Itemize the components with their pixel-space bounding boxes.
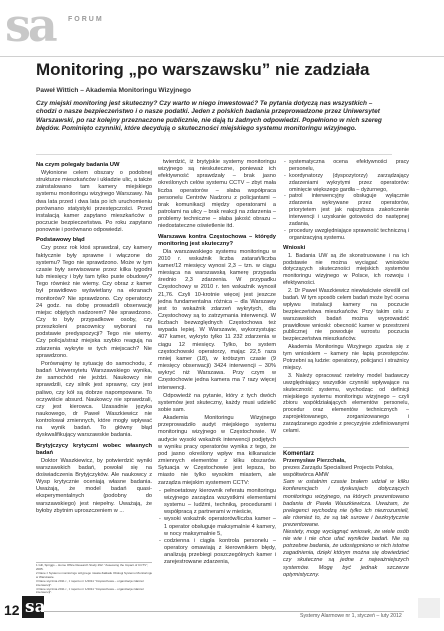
section-heading: Wnioski — [283, 244, 306, 251]
comment-text-2: Niestety, mogę wyciągnąć wniosek, że wiele osób nie wie i nie chce ufać wyników badań. Nie są potrzebne badania, że udostępniono w nich istotne zagadnienia, dzięki którym można się dowiedzieć czy skuteczne są jedne z najważniejszych systemów. Mogę być jednak szczerze optymistyczny. — [283, 529, 409, 578]
column-3 — [283, 159, 409, 436]
list-item: - codzienna i ciągła kontrola personelu – operatory omawiają z kierownikiem błędy, analizują przebiegi poszczególnych kamer i zarejestrowane zdarzenia, — [164, 538, 276, 567]
section-heading: Na czym polegały badania UW — [36, 162, 120, 168]
paragraph: Odpowiedź na pytanie, który z tych dwóch systemów jest skuteczny, każdy musi udzielić sobie sam. — [158, 392, 276, 413]
list-item: - systematyczna ocena efektywności pracy personelu, — [289, 159, 409, 173]
paragraph: 3. Należy opracować rzetelny model badawczy uwzględniający wszystkie czynniki wpływające na skuteczność systemu, wychodząc od definicji miejskiego systemu monitoringu wizyjnego – czyli zbioru współdziałających elementów personelu, procedur oraz elementów technicznych – zaprojektowanego, zorganizowanego i zarządzanego zgodnie z precyzyjnie zdefiniowanymi celami. — [283, 372, 409, 434]
footnote: 1 Gill, Spriggs – Home Office Research Study 292: "Assessing the Impact of CCTV", 2005. — [36, 563, 149, 571]
paragraph: 2. Dr Paweł Waszkiewicz niewłaściwie określił cel badań. W tym sposób celem badań może być ocena wpływu instalacji kamery na poczucie bezpieczeństwa mieszkańców. Przy takim celu z warszawskich badań można wyprowadzić prawidłowe wnioski: obecność kamer w przestrzeni publicznej nie powoduje wzrostu poczucia bezpieczeństwa mieszkańców. — [283, 288, 409, 343]
article-byline: Paweł Wittich – Akademia Monitoringu Wizyjnego — [36, 87, 191, 94]
article-title: Monitoring „po warszawsku” nie zadziała — [36, 60, 370, 79]
column-1 — [36, 159, 152, 516]
paragraph: Dla warszawskiego systemu monitoringu w 2010 r. wskaźnik liczba zatarań/liczba kamer/12 miesięcy wynosi 2,3 – tzn. w ciągu miesiąca na warszawską kamerę przypada średnio 2,3 zdarzenia. W przypadku Częstochowy w 2010 r. ten wskaźnik wynosił 21,76. Czyli 10-krotnie więcej jest jeszcze jedna fundamentalna różnica – dla Warszawy jest to wskaźnik zdarzeń wykrytych, dla Częstochowy są to zatrzymania interwencji. W liczbach bezwzględnych Częstochowa też wypada lepiej. W Warszawie, wykorzystując 407 kamer, wykryto tylko 11 232 zdarzenia w ciągu 12 miesięcy. Tylko, bo system częstochowski operatorzy, mając 22,5 raza mniej kamer (18), w krótszym czasie (9 miesięcy obserwacji) 3424 interwencji – 30% wykryć niż Warszawa. Przy czym w Częstochowie jedna kamera ma 7 razy więcej interwencji. — [158, 248, 276, 391]
header-divider — [0, 56, 444, 57]
list-item: - pełnoetatowy kierownik referatu monitoringu wizyjnego zarządza wszystkimi elementami systemu – ludźmi, techniką, procedurami i współpracą z partnerami w mieście, — [164, 488, 276, 517]
footnote: 3 Dane stycznia 2011 r., z raportu nr 1/2011 "Częstochowa – organizacja zdarzeń interwencji". — [36, 578, 145, 587]
footnote: 4 Dane stycznia 2011 r., z raportu nr 1/2011 "Częstochowa – organizacja zdarzeń interwencji". — [36, 586, 145, 595]
paragraph: Akademia Monitoringu Wizyjnego zgadza się z tym wnioskiem – kamery nie łapią przestępców. Potrzebni są ludzie: operatorzy, policjanci i strażnicy miejscy. — [283, 344, 409, 371]
paragraph: Wyłonione celem obszary o podobnej strukturze mieszkańców i układzie ulic, a także zainstalowano tam kamery miejskiego systemu monitoringu wizyjnego Warszawy. Na dwa lata przed i dwa lata po ich uruchomieniu porównano statystyki przestępczości. Przed instalacją kamer zapytano mieszkańców o poczucie bezpieczeństwa. Po roku zapytano ponownie i porównano odpowiedzi. — [36, 170, 152, 234]
comment-title: Komentarz — [283, 451, 315, 457]
list-item: - procedury uwzględniające sprawność techniczną i organizacyjną systemu. — [289, 228, 409, 242]
list-item: - wysoki wskaźnik operatorów/liczba kamer – 1 operator obsługuje maksymalnie 4 kamery, w nocy maksymalnie 5, — [164, 516, 276, 537]
publication-info: Systemy Alarmowe nr 1, styczeń – luty 2012 — [300, 613, 402, 619]
paragraph: 1. Badania UW są źle skonstruowane i na ich podstawie nie można wyciągać wniosków dotyczących skuteczności miejskich systemów monitoringu wizyjnego w Polsce, ich rozwoju i efektywności. — [283, 252, 409, 287]
article-lead: Czy miejski monitoring jest skuteczny? Czy warto w niego inwestować? Te pytania dotyczą nas wszystkich – chodzi o nasze bezpieczeństwo i o nasze podatki. Jeden z polskich badania przeprowadzone przez Uniwersytet Warszawski, po raz kolejny przeznaczone publicznie, nie dają tu żadnych odpowiedzi. Popełniono w nich szereg błędów. Pominięto czynniki, które decydują o skuteczności miejskiego systemu monitoringu wizyjnego. — [36, 100, 382, 133]
list-item: - patrol interwencyjny obsługuje wyłącznie zdarzenia wykrywane przez operatorów, priorytetem jest jak najszybsza zakończenie interwencji i uzyskanie gotowości do następnej zadania, — [289, 193, 409, 227]
paragraph: Doktor Waszkiewicz, by potwierdzić wyniki warszawskich badań, powołał się na doświadczenia Brytyjczyków. Ale naukowcy z Wysp krytycznie oceniają własne badania. Uważają, że model badań quasi-eksperymentalnych (podobny do warszawskiego) jest niepełny. Uważają, że byłoby zbytnim uproszczeniem w ... — [36, 457, 152, 514]
paragraph: Akademia Monitoringu Wizyjnego przeprowadziło audyt miejskiego systemu monitoringu wizyjnego w Częstochowie. W audycie wysoki wskaźnik interwencji podjętych w wyniku pracy operatorów wynika z tego, że pod jasno określony wpływ ma kilkanaście zmiennych elementów z kilku obszarów. Sytuacja w Częstochowie jest lepsza, bo miasto nie tylko wysokim miastem, ale zarządza miejskim systemem CCTV: — [158, 415, 276, 486]
comment-divider — [283, 447, 409, 448]
footer-logo — [22, 596, 44, 618]
footer-divider — [44, 611, 404, 612]
magazine-logo-text: sa — [5, 0, 55, 52]
bullet-list — [158, 488, 276, 567]
section-heading: Brytyjczycy krytyczni wobec własnych badań — [36, 442, 152, 456]
magazine-logo — [5, 2, 69, 50]
section-heading: Warszawa kontra Częstochowa – którędy monitoring jest skuteczny? — [158, 233, 276, 247]
footer-corner-mark — [418, 598, 440, 618]
paragraph: Porównajmy tę sytuację do samochodu, z badań Uniwersytetu Warszawskiego wynika, że samochód nie jeździ. Naukowcy nie sprawdzili, czy silnik jest sprawny, czy jest paliwo, czy kół są dobrze napompowane. To oczywiście absurd. Naukowcy nie sprawdzali, czy jest kierowca. Uzasadnie języka naukowego, dr Paweł Waszkiewicz nie kontrolował zmiennych, które mogły wpływać na wynik badań. To główny błąd dyskwalifikujący warszawskie badania. — [36, 360, 152, 439]
footnotes — [36, 564, 154, 595]
comment-affiliation: prezes Zarządu Specialised Projects Polska, współtwórca AMW — [283, 465, 394, 479]
paragraph: twierdzić, iż brytyjskie systemy monitoringu wizyjnego są nieskuteczne, ponieważ ich efektywność sprawdzały – brak jasno określonych celów systemu CCTV – zbyt mała liczba operatorów – słaba współpraca personelu Centrów Nadzoru z policjantami – brak komunikacji między operatorami a patrolami na ulicy – brak reakcji na zdarzenia – problemy techniczne – słaba jakość obrazu – niedostateczne oświetlenie itd. — [158, 159, 276, 230]
comment-author: Przemysław Pierzchała, — [283, 458, 346, 465]
paragraph: Czy przez rok ktoś sprawdzał, czy kamery faktycznie były sprawne i włączone do systemu? Tego nie sprawdzono. Może w tym czasie były serwisowane przez kilka tygodni lub miesięcy i były tam tylko puste obudowy? Tego również nie wiemy. Czy obraz z kamer był prawidłowo wyświetlany na ekranach monitorów? Nie sprawdzono. Czy operatorzy 24 godz. na dobę prowadzili obserwację miejsc objętych nadzorem? Nie sprawdzono. Czy to były przypadkowe osoby, czy przeszkoleni pracownicy wyborani na podstawie predyspozycji? Tego nie wiemy. Czy policja/straż miejska szybko reagują na zdarzenia wykryte w tych miejscach? Nie sprawdzono. — [36, 245, 152, 359]
page-number: 12 — [4, 602, 20, 618]
comment-text: Sam w ostatnim czasie brałem udział w kilku konferencjach i dyskusjach dotyczących monitoringu wizyjnego, na których prezentowano badania dr Pawła Waszkiewicza. Uważam, że prelegenci wychodzą nie tylko ich niezrozumieli, ale również to, że są tak surowe i bezkrytycznie prezentowane. — [283, 479, 409, 528]
section-label: FORUM — [68, 16, 104, 23]
comment-box — [283, 451, 409, 579]
list-item: - koordynatorzy (dyspozytorzy) zarządzający zdarzeniami wykrytymi przez operatorów: ominięcie większego gardła – dyżurnego, — [289, 173, 409, 194]
footnote: 2 Dane z Systemu monitoringu wizyjnego miasta Zakładu Obsługi Systemu Monitoringu w Warszawie. — [36, 570, 153, 579]
bullet-list — [283, 159, 409, 242]
column-2 — [158, 159, 276, 566]
section-heading: Podstawowy błąd — [36, 237, 85, 244]
lead-divider — [36, 154, 392, 155]
footer-logo-text: sa — [25, 597, 46, 617]
